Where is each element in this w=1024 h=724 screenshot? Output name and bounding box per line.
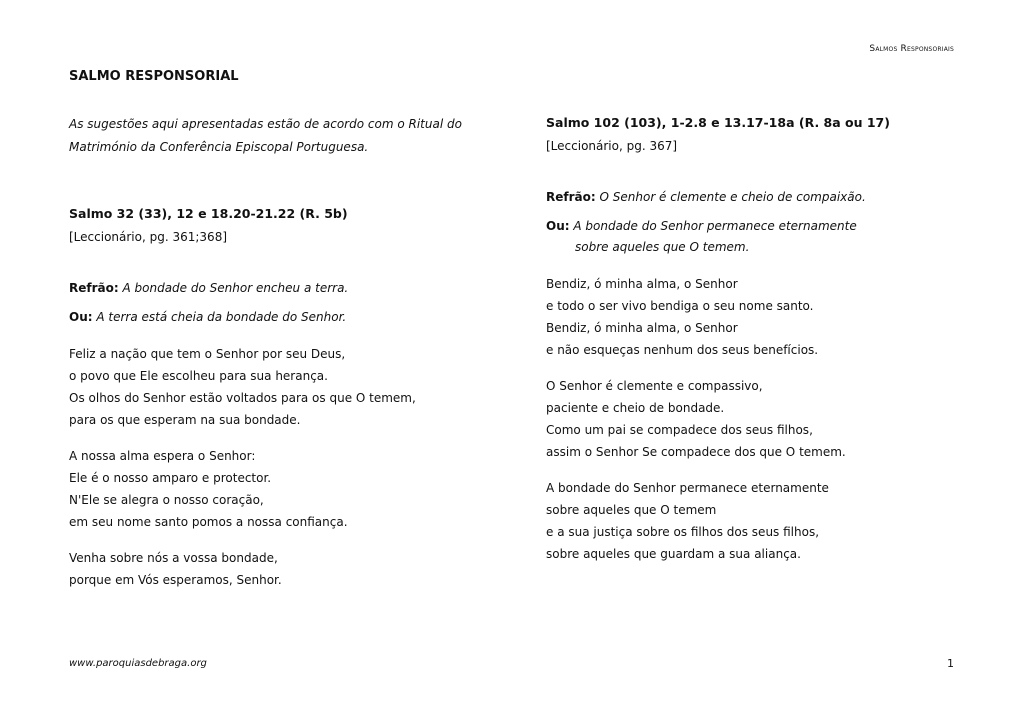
- left-psalm-reference: [Leccionário, pg. 361;368]: [69, 230, 228, 244]
- left-refrain: [69, 281, 348, 295]
- left-stanza-2-line-4: em seu nome santo pomos a nossa confiança.: [69, 515, 348, 529]
- right-stanza-2-line-4: assim o Senhor Se compadece dos que O temem.: [546, 445, 846, 459]
- right-refrain-text: O Senhor é clemente e cheio de compaixão.: [599, 190, 866, 204]
- right-refrain: [546, 190, 866, 204]
- left-refrain-label: Refrão:: [69, 281, 119, 295]
- right-or-text-2: sobre aqueles que O temem.: [575, 240, 750, 254]
- running-header: Salmos Responsoriais: [869, 44, 954, 54]
- right-stanza-3-line-3: e a sua justiça sobre os filhos dos seus filhos,: [546, 525, 820, 539]
- right-stanza-1-line-1: Bendiz, ó minha alma, o Senhor: [546, 277, 738, 291]
- left-stanza-3-line-1: Venha sobre nós a vossa bondade,: [69, 551, 278, 565]
- left-stanza-1-line-3: Os olhos do Senhor estão voltados para os que O temem,: [69, 391, 416, 405]
- right-alternative-refrain: [546, 219, 857, 233]
- right-stanza-2-line-3: Como um pai se compadece dos seus filhos,: [546, 423, 813, 437]
- left-stanza-3-line-2: porque em Vós esperamos, Senhor.: [69, 573, 282, 587]
- left-or-text: A terra está cheia da bondade do Senhor.: [96, 310, 347, 324]
- right-stanza-3-line-1: A bondade do Senhor permanece eternamente: [546, 481, 829, 495]
- left-refrain-text: A bondade do Senhor encheu a terra.: [122, 281, 349, 295]
- right-or-label: Ou:: [546, 219, 570, 233]
- left-or-label: Ou:: [69, 310, 93, 324]
- left-stanza-2-line-1: A nossa alma espera o Senhor:: [69, 449, 256, 463]
- left-psalm-title: Salmo 32 (33), 12 e 18.20-21.22 (R. 5b): [69, 206, 348, 221]
- right-stanza-2-line-2: paciente e cheio de bondade.: [546, 401, 725, 415]
- right-or-text-1: A bondade do Senhor permanece eternamente: [573, 219, 857, 233]
- page-number: 1: [947, 657, 954, 670]
- right-stanza-3-line-2: sobre aqueles que O temem: [546, 503, 717, 517]
- footer-website: www.paroquiasdebraga.org: [69, 658, 207, 669]
- right-stanza-1-line-4: e não esqueças nenhum dos seus benefícios.: [546, 343, 819, 357]
- right-refrain-label: Refrão:: [546, 190, 596, 204]
- left-stanza-1-line-4: para os que esperam na sua bondade.: [69, 413, 301, 427]
- right-stanza-3-line-4: sobre aqueles que guardam a sua aliança.: [546, 547, 801, 561]
- right-stanza-1-line-3: Bendiz, ó minha alma, o Senhor: [546, 321, 738, 335]
- right-stanza-2-line-1: O Senhor é clemente e compassivo,: [546, 379, 763, 393]
- left-stanza-2-line-3: N'Ele se alegra o nosso coração,: [69, 493, 264, 507]
- left-stanza-1-line-1: Feliz a nação que tem o Senhor por seu Deus,: [69, 347, 346, 361]
- right-stanza-1-line-2: e todo o ser vivo bendiga o seu nome santo.: [546, 299, 814, 313]
- right-psalm-reference: [Leccionário, pg. 367]: [546, 139, 678, 153]
- intro-line-2: Matrimónio da Conferência Episcopal Portuguesa.: [69, 140, 369, 154]
- left-alternative-refrain: [69, 310, 346, 324]
- left-stanza-1-line-2: o povo que Ele escolheu para sua herança.: [69, 369, 328, 383]
- page-title: SALMO RESPONSORIAL: [69, 69, 239, 84]
- intro-line-1: As sugestões aqui apresentadas estão de acordo com o Ritual do: [69, 117, 462, 131]
- right-psalm-title: Salmo 102 (103), 1-2.8 e 13.17-18a (R. 8a ou 17): [546, 115, 890, 130]
- left-stanza-2-line-2: Ele é o nosso amparo e protector.: [69, 471, 272, 485]
